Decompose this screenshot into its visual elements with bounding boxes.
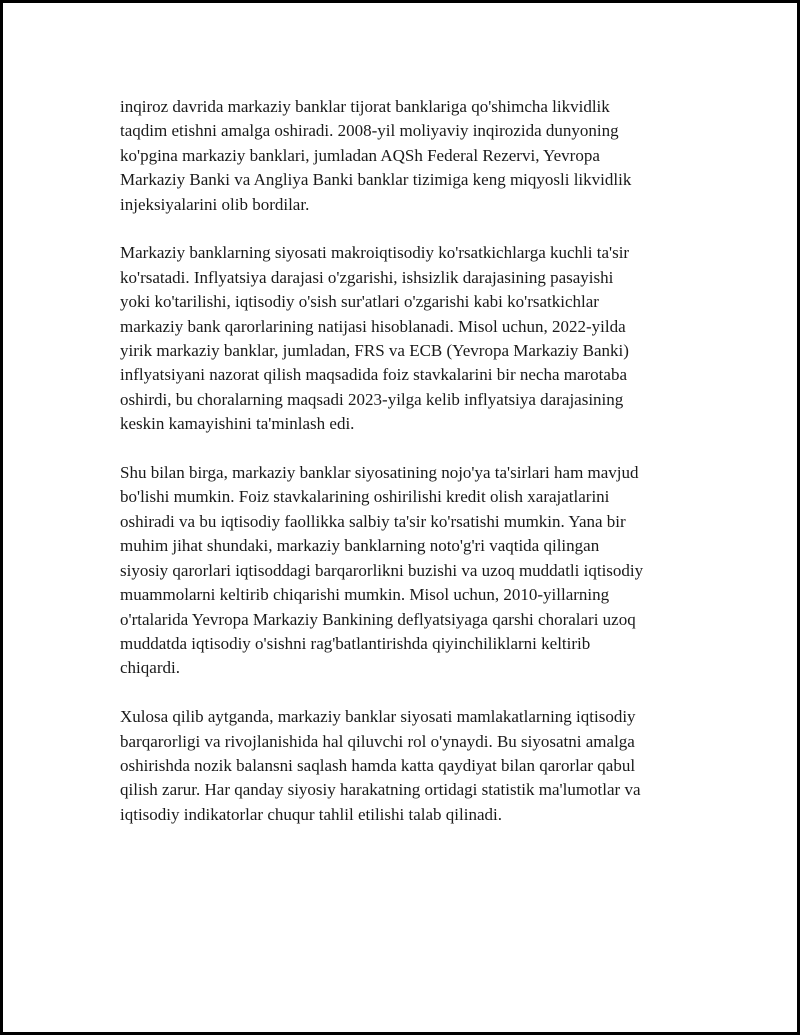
document-body (120, 95, 700, 852)
paragraph-macro-indicators: Markaziy banklarning siyosati makroiqtisodiy ko'rsatkichlarga kuchli ta'sir ko'rsatadi. Inflyatsiya darajasi o'zgarishi, ishsizlik darajasining pasayishi yoki ko'tarilishi, iqtisodiy o'sish sur'atlari o'zgarishi kabi ko'rsatkichlar markaziy bank qarorlarining natijasi hisoblanadi. Misol uchun, 2022-yilda yirik markaziy banklar, jumladan, FRS va ECB (Yevropa Markaziy Banki) inflyatsiyani nazorat qilish maqsadida foiz stavkalarini bir necha marotaba oshirdi, bu choralarning maqsadi 2023-yilga kelib inflyatsiya darajasining keskin kamayishini ta'minlash edi. (120, 243, 630, 434)
paragraph-conclusion: Xulosa qilib aytganda, markaziy banklar siyosati mamlakatlarning iqtisodiy barqarorligi va rivojlanishida hal qiluvchi rol o'ynaydi. Bu siyosatni amalga oshirishda nozik balansni saqlash hamda katta qaydiyat bilan qarorlar qabul qilish zarur. Har qanday siyosiy harakatning ortidagi statistik ma'lumotlar va iqtisodiy indikatorlar chuqur tahlil etilishi talab qilinadi. (120, 707, 641, 824)
paragraph-side-effects: Shu bilan birga, markaziy banklar siyosatining nojo'ya ta'sirlari ham mavjud bo'lishi mumkin. Foiz stavkalarining oshirilishi kredit olish xarajatlarini oshiradi va bu iqtisodiy faollikka salbiy ta'sir ko'rsatishi mumkin. Yana bir muhim jihat shundaki, markaziy banklarning noto'g'ri vaqtida qilingan siyosiy qarorlari iqtisoddagi barqarorlikni buzishi va uzoq muddatli iqtisodiy muammolarni keltirib chiqarishi mumkin. Misol uchun, 2010-yillarning o'rtalarida Yevropa Markaziy Bankining deflyatsiyaga qarshi choralari uzoq muddatda iqtisodiy o'sishni rag'batlantirishda qiyinchiliklarni keltirib chiqardi. (120, 463, 644, 678)
paragraph-liquidity-crisis: inqiroz davrida markaziy banklar tijorat banklariga qo'shimcha likvidlik taqdim etishni amalga oshiradi. 2008-yil moliyaviy inqirozida dunyoning ko'pgina markaziy banklari, jumladan AQSh Federal Rezervi, Yevropa Markaziy Banki va Angliya Banki banklar tizimiga keng miqyosli likvidlik injeksiyalarini olib bordilar. (120, 97, 632, 214)
